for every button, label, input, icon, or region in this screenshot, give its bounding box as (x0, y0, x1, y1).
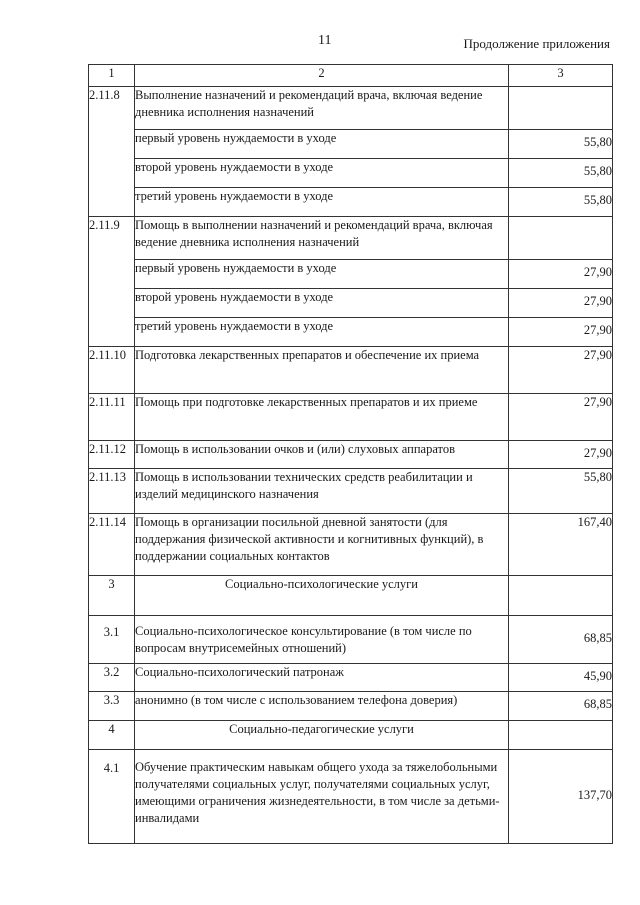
service-name: Социально-психологический патронаж (135, 664, 509, 692)
column-header-1: 1 (89, 65, 135, 87)
continuation-label: Продолжение приложения (463, 36, 610, 51)
table-row (89, 616, 613, 664)
service-price: 27,90 (509, 347, 613, 394)
service-name: Помощь в выполнении назначений и рекомендаций врача, включая ведение дневника исполнения назначений (135, 217, 509, 260)
page-number: 11 (318, 33, 332, 48)
service-price: 27,90 (509, 318, 613, 347)
table-row (89, 188, 613, 217)
table-row (89, 347, 613, 394)
service-code: 2.11.13 (89, 469, 135, 514)
empty-price-cell (509, 721, 613, 750)
service-code: 2.11.8 (89, 87, 135, 217)
service-code: 2.11.11 (89, 394, 135, 441)
table-row (89, 750, 613, 844)
column-header-3: 3 (509, 65, 613, 87)
services-price-table (88, 64, 613, 844)
section-row (89, 721, 613, 750)
table-header-row (89, 65, 613, 87)
service-name: Выполнение назначений и рекомендаций врача, включая ведение дневника исполнения назначений (135, 87, 509, 130)
service-code: 2.11.14 (89, 514, 135, 576)
table-row (89, 289, 613, 318)
table-row (89, 514, 613, 576)
column-header-2: 2 (135, 65, 509, 87)
service-price: 167,40 (509, 514, 613, 576)
service-code: 3.1 (89, 616, 135, 664)
table-row (89, 692, 613, 721)
service-price: 68,85 (509, 616, 613, 664)
service-code: 3.3 (89, 692, 135, 721)
service-name: анонимно (в том числе с использованием телефона доверия) (135, 692, 509, 721)
service-code: 3.2 (89, 664, 135, 692)
section-title: Социально-психологические услуги (135, 576, 509, 616)
service-price: 27,90 (509, 289, 613, 318)
service-name: Социально-психологическое консультирование (в том числе по вопросам внутрисемейных отношений) (135, 616, 509, 664)
table-row (89, 260, 613, 289)
table-row (89, 318, 613, 347)
service-name: Обучение практическим навыкам общего ухода за тяжелобольными получателями социальных услуг, получателями социальных услуг, имеющими ограничения жизнедеятельности, в том числе за детьми-инвалидами (135, 750, 509, 844)
table-row (89, 664, 613, 692)
service-price: 27,90 (509, 441, 613, 469)
service-code: 2.11.9 (89, 217, 135, 347)
table-row (89, 469, 613, 514)
service-name: третий уровень нуждаемости в уходе (135, 318, 509, 347)
service-price: 137,70 (509, 750, 613, 844)
table-row (89, 87, 613, 130)
service-price: 55,80 (509, 469, 613, 514)
service-price: 55,80 (509, 188, 613, 217)
service-name: Помощь при подготовке лекарственных препаратов и их приеме (135, 394, 509, 441)
service-code: 2.11.10 (89, 347, 135, 394)
service-name: первый уровень нуждаемости в уходе (135, 260, 509, 289)
table-row (89, 217, 613, 260)
table-row (89, 130, 613, 159)
service-price (509, 217, 613, 260)
service-name: Помощь в организации посильной дневной занятости (для поддержания физической активности и когнитивных функций), в поддержании социальных контактов (135, 514, 509, 576)
service-name: Подготовка лекарственных препаратов и обеспечение их приема (135, 347, 509, 394)
service-name: Помощь в использовании очков и (или) слуховых аппаратов (135, 441, 509, 469)
service-name: второй уровень нуждаемости в уходе (135, 159, 509, 188)
service-price: 55,80 (509, 159, 613, 188)
service-name: второй уровень нуждаемости в уходе (135, 289, 509, 318)
service-price: 45,90 (509, 664, 613, 692)
service-name: первый уровень нуждаемости в уходе (135, 130, 509, 159)
table-row (89, 441, 613, 469)
service-price (509, 87, 613, 130)
section-number: 4 (89, 721, 135, 750)
service-price: 27,90 (509, 260, 613, 289)
service-name: Помощь в использовании технических средств реабилитации и изделий медицинского назначения (135, 469, 509, 514)
service-price: 27,90 (509, 394, 613, 441)
service-price: 68,85 (509, 692, 613, 721)
section-title: Социально-педагогические услуги (135, 721, 509, 750)
service-code: 4.1 (89, 750, 135, 844)
section-number: 3 (89, 576, 135, 616)
service-name: третий уровень нуждаемости в уходе (135, 188, 509, 217)
empty-price-cell (509, 576, 613, 616)
table-row (89, 159, 613, 188)
section-row (89, 576, 613, 616)
table-row (89, 394, 613, 441)
service-code: 2.11.12 (89, 441, 135, 469)
service-price: 55,80 (509, 130, 613, 159)
